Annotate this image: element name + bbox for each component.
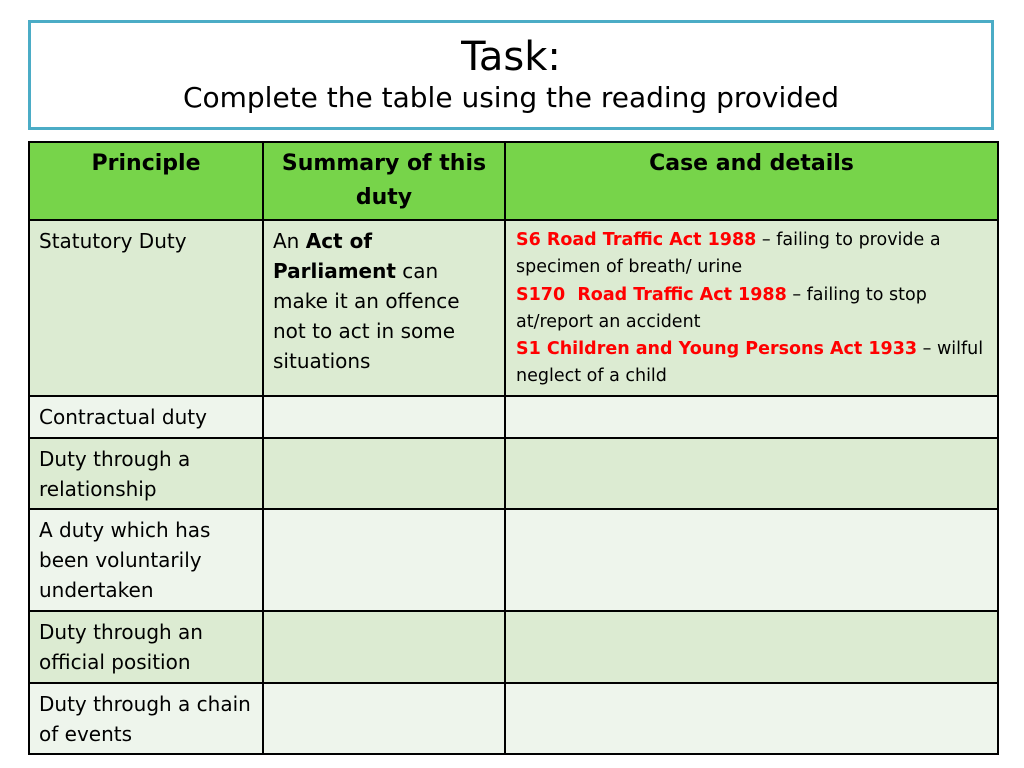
header-principle: Principle — [29, 142, 263, 220]
case-reference: S170 Road Traffic Act 1988 — [516, 284, 787, 305]
case-cell — [505, 220, 998, 396]
summary-cell[interactable] — [263, 396, 505, 438]
case-cell[interactable] — [505, 611, 998, 683]
summary-cell[interactable] — [263, 683, 505, 754]
case-cell[interactable] — [505, 438, 998, 509]
case-entry — [516, 336, 988, 391]
case-reference: S1 Children and Young Persons Act 1933 — [516, 339, 918, 360]
header-row — [29, 142, 998, 220]
summary-cell — [263, 220, 505, 396]
case-entry — [516, 227, 988, 282]
summary-prefix: An — [273, 229, 306, 253]
principle-cell: Duty through an official position — [29, 611, 263, 683]
table-row — [29, 396, 998, 438]
case-detail: – wilful neglect of a child — [516, 339, 984, 387]
case-cell[interactable] — [505, 396, 998, 438]
case-detail: – failing to provide a specimen of breath/ urine — [516, 230, 941, 278]
case-entry — [516, 282, 988, 337]
header-summary: Summary of this duty — [263, 142, 505, 220]
summary-cell[interactable] — [263, 509, 505, 611]
principle-cell: Duty through a relationship — [29, 438, 263, 509]
summary-cell[interactable] — [263, 611, 505, 683]
header-case-details: Case and details — [505, 142, 998, 220]
principle-cell: Duty through a chain of events — [29, 683, 263, 754]
summary-bold: Act of Parliament — [273, 229, 396, 283]
duty-table — [28, 141, 999, 755]
case-detail: – failing to stop at/report an accident — [516, 284, 927, 332]
title-box — [28, 20, 994, 130]
table-row — [29, 438, 998, 509]
case-cell[interactable] — [505, 683, 998, 754]
principle-cell: Statutory Duty — [29, 220, 263, 396]
principle-cell: Contractual duty — [29, 396, 263, 438]
summary-cell[interactable] — [263, 438, 505, 509]
table-row — [29, 220, 998, 396]
case-reference: S6 Road Traffic Act 1988 — [516, 230, 757, 250]
task-title: Task: — [461, 34, 561, 80]
summary-suffix: can make it an offence not to act in some situations — [273, 259, 460, 373]
table-row — [29, 683, 998, 754]
task-instruction: Complete the table using the reading provided — [182, 81, 840, 114]
table-row — [29, 509, 998, 611]
principle-cell: A duty which has been voluntarily undertaken — [29, 509, 263, 611]
table-row — [29, 611, 998, 683]
case-cell[interactable] — [505, 509, 998, 611]
